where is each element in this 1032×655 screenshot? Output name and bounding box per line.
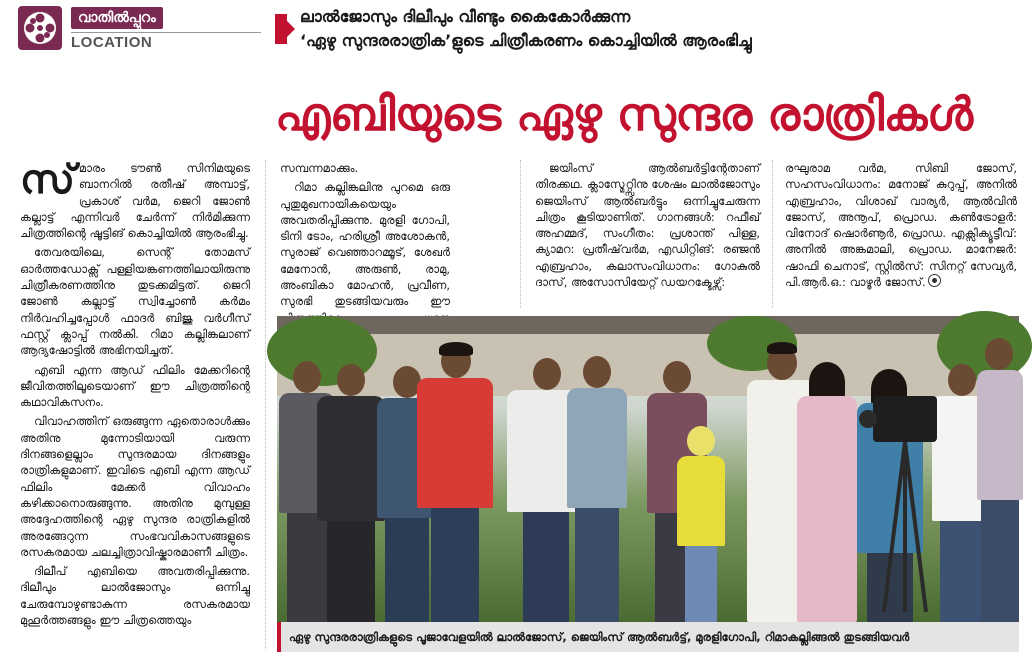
section-divider — [71, 32, 261, 33]
group-photo — [277, 316, 1019, 622]
paragraph: സമ്പന്നമാക്കും. — [280, 161, 359, 175]
film-reel-icon — [18, 6, 62, 50]
kicker-line-2: ‘ഏഴു സുന്ദരരാത്രിക’ളുടെ ചിത്രീകരണം കൊച്ചിയിൽ ആരംഭിച്ചു — [300, 31, 752, 50]
person — [417, 344, 493, 622]
kicker-marker — [275, 14, 287, 44]
headline: എബിയുടെ ഏഴു സുന്ദര രാത്രികൾ — [275, 87, 973, 141]
paragraph: ദിലീപ് എബിയെ അവതരിപ്പിക്കുന്നു. ദിലീപും ലാൽജോസും ഒന്നിച്ചു ചേരുമ്പോഴുണ്ടാകുന്ന രസകരമായ മുഹൂർത്തങ്ങളും ഈ ചിത്രത്തെയും — [20, 564, 250, 628]
person — [317, 364, 385, 622]
paragraph: സ്മാരം ടൗൺ സിനിമയുടെ ബാനറിൽ രതീഷ് അമ്പാട്ട്, പ്രകാശ് വർമ, ജെറി ജോൺ കല്ലാട്ട് എന്നിവർ ചേർന്ന് നിർമിക്കുന്ന ചിത്രത്തിന്റെ ഷൂട്ടിങ് കൊച്ചിയിൽ ആരംഭിച്ചു. — [20, 157, 250, 241]
movie-camera-icon — [873, 396, 937, 442]
section-title-en: LOCATION — [71, 34, 153, 51]
article-column-2 — [280, 160, 450, 310]
paragraph: രഘുരാമ വർമ, സിബി ജോസ്, സഹസംവിധാനം: മനോജ് കുറുപ്പ്, അനിൽ എബ്രഹാം, വിശാഖ് വാര്യർ, ആൽവിൻ ജോസ്, അനൂപ്, പ്രൊഡ. കൺട്രോളർ: വിനോദ് ഷൊർണൂർ, പ്രൊഡ. എക്സിക്യൂട്ടീവ്: അനിൽ അങ്കമാലി, പ്രൊഡ. മാനേജർ: ഷാഫി ചെനാട്, സ്റ്റിൽസ്: സിനറ്റ് സേവ്യർ, പി.ആർ.ഒ.: വാഴൂർ ജോസ്. — [785, 161, 1017, 290]
paragraph: എബി എന്ന ആഡ് ഫിലിം മേക്കറിന്റെ ജീവിതത്തിലൂടെയാണ് ഈ ചിത്രത്തിന്റെ കഥാവികസനം. — [20, 362, 250, 410]
end-mark-icon — [928, 274, 941, 287]
article-column-3 — [535, 160, 760, 310]
paragraph: വിവാഹത്തിന് ഒരുങ്ങുന്ന ഏതൊരാൾക്കും അതിനു മുന്നോടിയായി വരുന്ന ദിനങ്ങളെല്ലാം സുന്ദരമായ ദിനങ്ങളും രാത്രികളുമാണ്. ഇവിടെ എബി എന്ന ആഡ് ഫിലിം മേക്കർ വിവാഹം കഴിക്കാനൊരുങ്ങുന്നു. അതിനു മുമ്പുള്ള അദ്ദേഹത്തിന്റെ ഏഴു സുന്ദര രാത്രികളിൽ അരങ്ങേറുന്ന സംഭവവികാസങ്ങളുടെ രസകരമായ ചലച്ചിത്രാവിഷ്കാരമാണീ ചിത്രം. — [20, 414, 250, 559]
kicker-line-1: ലാൽജോസും ദിലീപും വീണ്ടും കൈകോർക്കുന്ന — [300, 7, 631, 26]
child — [677, 426, 725, 622]
column-rule — [520, 160, 521, 308]
column-rule — [265, 160, 266, 650]
section-tag — [18, 6, 268, 54]
person — [567, 356, 627, 622]
kicker — [300, 5, 1020, 53]
column-rule — [772, 160, 773, 308]
section-title-ml: വാതിൽപ്പുറം — [71, 7, 163, 29]
paragraph: റിമാ കല്ലിങ്കലിനു പുറമെ ഒരു പുതുമുഖനായികയെയും അവതരിപ്പിക്കുന്നു. മുരളി ഗോപി, ടിനി ടോം, ഹരിശ്രീ അശോകൻ, സുരാജ് വെഞ്ഞാറമ്മൂട്, ശേഖർ മേനോൻ, അരുൺ, രാമു, അംബികാ മോഹൻ, പ്രവീണ, സുരഭി തുടങ്ങിയവരും ഈ — [280, 180, 450, 309]
person — [977, 338, 1023, 622]
person — [797, 364, 857, 622]
paragraph: തേവരയിലെ, സെന്റ് തോമസ് ഓർത്തഡോക്സ് പള്ളിയങ്കണത്തിലായിരുന്നു ചിത്രീകരണത്തിനു തുടക്കമിട്ടത്. ജെറി ജോൺ കല്ലാട്ട് സ്വിച്ചോൺ കർമം നിർവഹിച്ചപ്പോൾ ഫാദർ ബിജു വർഗീസ് ഫസ്റ്റ് ക്ലാപ്പ് നൽകി. റിമാ കല്ലിങ്കലാണ് ആദ്യഷോട്ടിൽ അഭിനയിച്ചത്. — [20, 245, 250, 358]
drop-cap: സ് — [20, 157, 75, 203]
article-column-4 — [785, 160, 1017, 310]
paragraph: ജയിംസ് ആൽബർട്ടിന്റേതാണ് തിരക്കഥ. ക്ലാസ്മേറ്റ്സിനു ശേഷം ലാൽജോസും ജെയിംസ് ആൽബർട്ടും ഒന്നിച്ചുചേരുന്ന ചിത്രം കൂടിയാണിത്. ഗാനങ്ങൾ: റഫീഖ് അഹമ്മദ്, സംഗീതം: പ്രശാന്ത് പിള്ള, ക്യാമറ: പ്രതീഷ്‌വർമ, എഡിറ്റിങ്: രഞ്ജൻ എബ്രഹാം, കലാസംവിധാനം: ഗോകുൽ ദാസ്, അസോസിയേറ്റ് ഡയറക്ടേഴ്സ്: — [535, 161, 760, 290]
tripod-icon — [882, 442, 928, 612]
building-roof — [277, 316, 1019, 334]
photo-caption: ഏഴു സുന്ദരരാത്രികളുടെ പൂജാവേളയിൽ ലാൽജോസ്, ജെയിംസ് ആൽബർട്ട്, മുരളിഗോപി, റിമാകല്ലിങ്ങൽ തുടങ്ങിയവർ — [277, 622, 1019, 652]
article-column-1 — [20, 157, 250, 655]
